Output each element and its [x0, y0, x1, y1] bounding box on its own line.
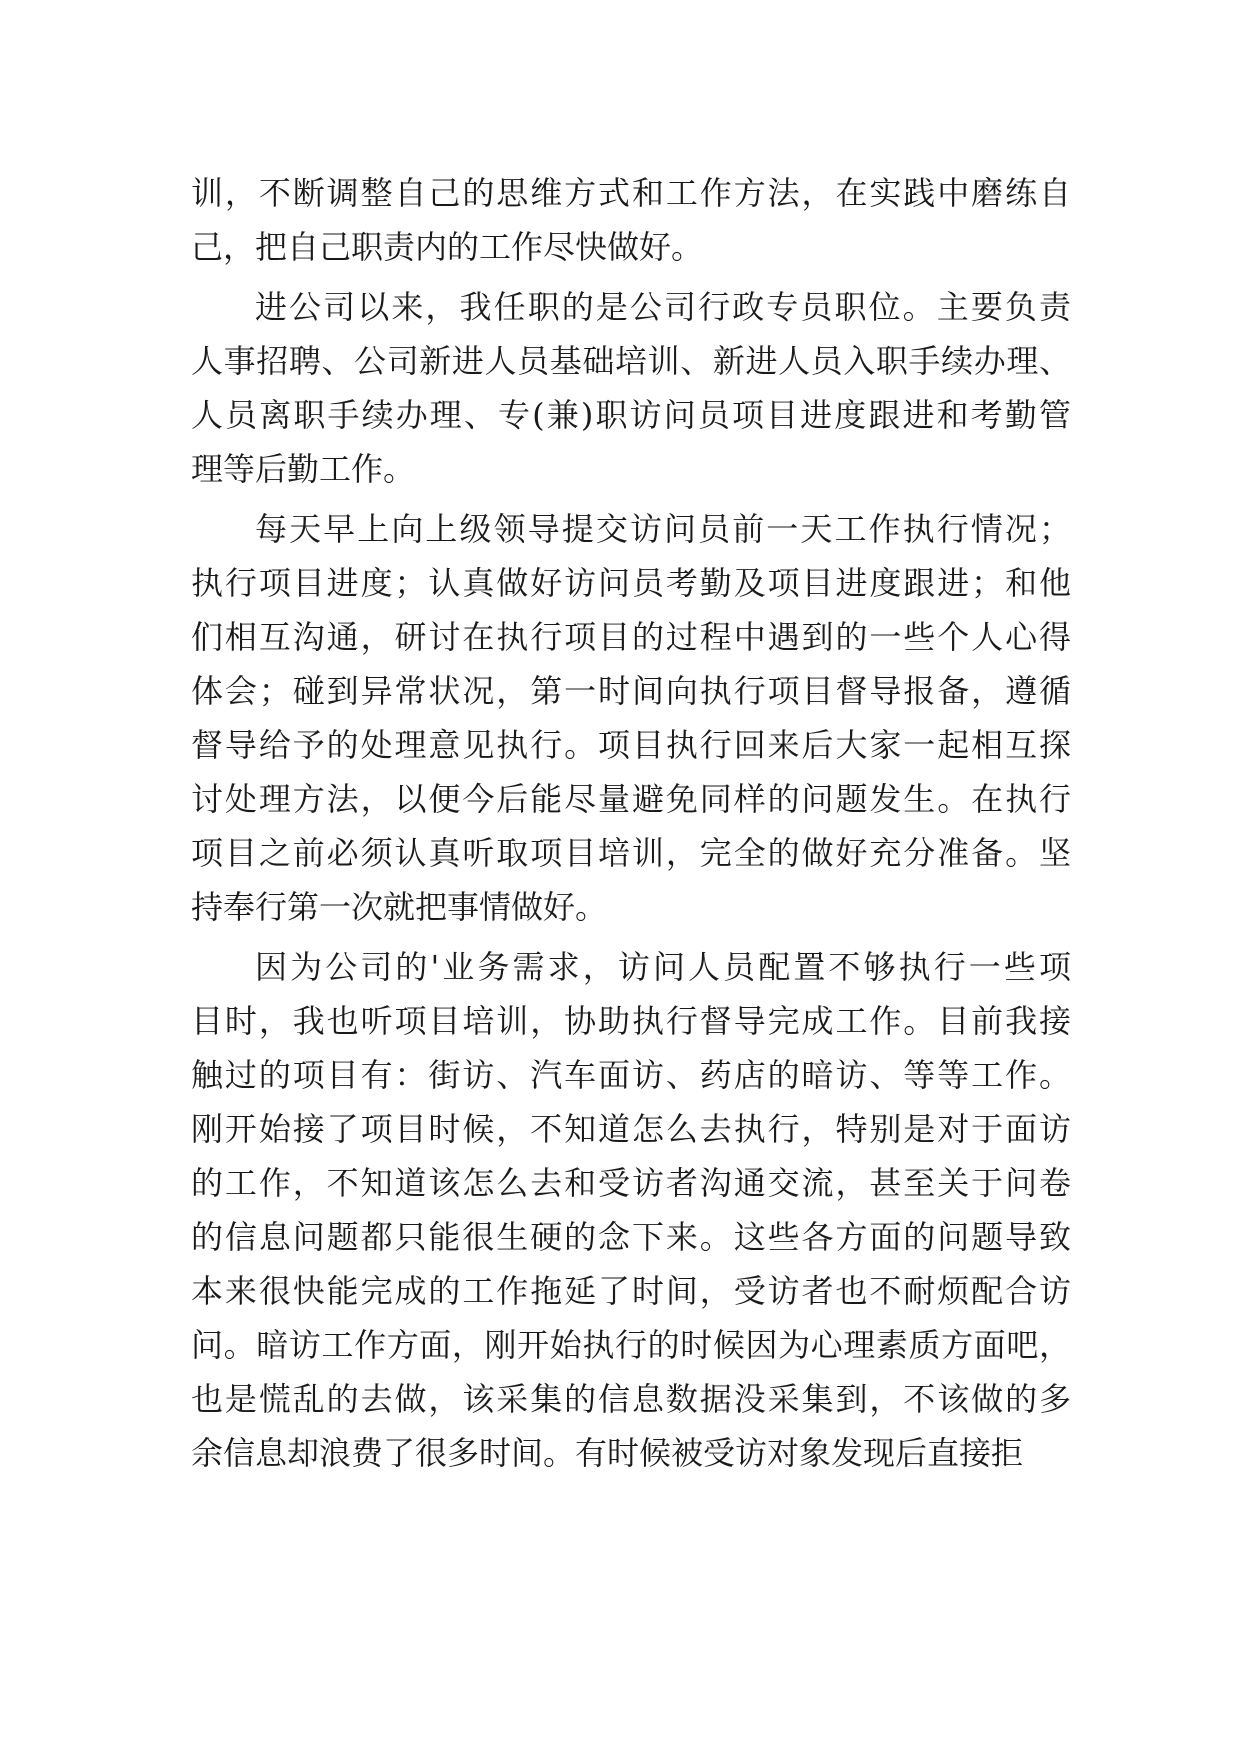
text-line: 讨处理方法，以便今后能尽量避免同样的问题发生。在执行	[191, 780, 1071, 818]
text-line: 训，不断调整自己的思维方式和工作方法，在实践中磨练自	[191, 174, 1071, 212]
text-line: 目时，我也听项目培训，协助执行督导完成工作。目前我接	[191, 1002, 1071, 1040]
text-line: 人员离职手续办理、专(兼)职访问员项目进度跟进和考勤管	[191, 396, 1071, 434]
text-line: 理等后勤工作。	[191, 450, 416, 488]
text-line: 本来很快能完成的工作拖延了时间，受访者也不耐烦配合访	[191, 1272, 1071, 1310]
text-line: 督导给予的处理意见执行。项目执行回来后大家一起相互探	[191, 726, 1071, 764]
text-line: 问。暗访工作方面，刚开始执行的时候因为心理素质方面吧，	[191, 1326, 1071, 1364]
text-line: 的工作，不知道该怎么去和受访者沟通交流，甚至关于问卷	[191, 1164, 1071, 1202]
paragraph-first-line: 因为公司的'业务需求，访问人员配置不够执行一些项	[255, 948, 1071, 986]
text-line: 人事招聘、公司新进人员基础培训、新进人员入职手续办理、	[191, 342, 1071, 380]
text-line: 们相互沟通，研讨在执行项目的过程中遇到的一些个人心得	[191, 618, 1071, 656]
paragraph-first-line: 每天早上向上级领导提交访问员前一天工作执行情况；	[255, 510, 1071, 548]
text-line: 执行项目进度；认真做好访问员考勤及项目进度跟进；和他	[191, 564, 1071, 602]
text-line: 持奉行第一次就把事情做好。	[191, 888, 608, 926]
text-line: 也是慌乱的去做，该采集的信息数据没采集到，不该做的多	[191, 1380, 1071, 1418]
text-line: 体会；碰到异常状况，第一时间向执行项目督导报备，遵循	[191, 672, 1071, 710]
text-line: 项目之前必须认真听取项目培训，完全的做好充分准备。坚	[191, 834, 1071, 872]
text-line: 刚开始接了项目时候，不知道怎么去执行，特别是对于面访	[191, 1110, 1071, 1148]
text-line: 己，把自己职责内的工作尽快做好。	[191, 228, 704, 266]
text-line: 的信息问题都只能很生硬的念下来。这些各方面的问题导致	[191, 1218, 1071, 1256]
text-line: 余信息却浪费了很多时间。有时候被受访对象发现后直接拒	[191, 1434, 1024, 1472]
paragraph-first-line: 进公司以来，我任职的是公司行政专员职位。主要负责	[255, 288, 1071, 326]
text-line: 触过的项目有：街访、汽车面访、药店的暗访、等等工作。	[191, 1056, 1071, 1094]
